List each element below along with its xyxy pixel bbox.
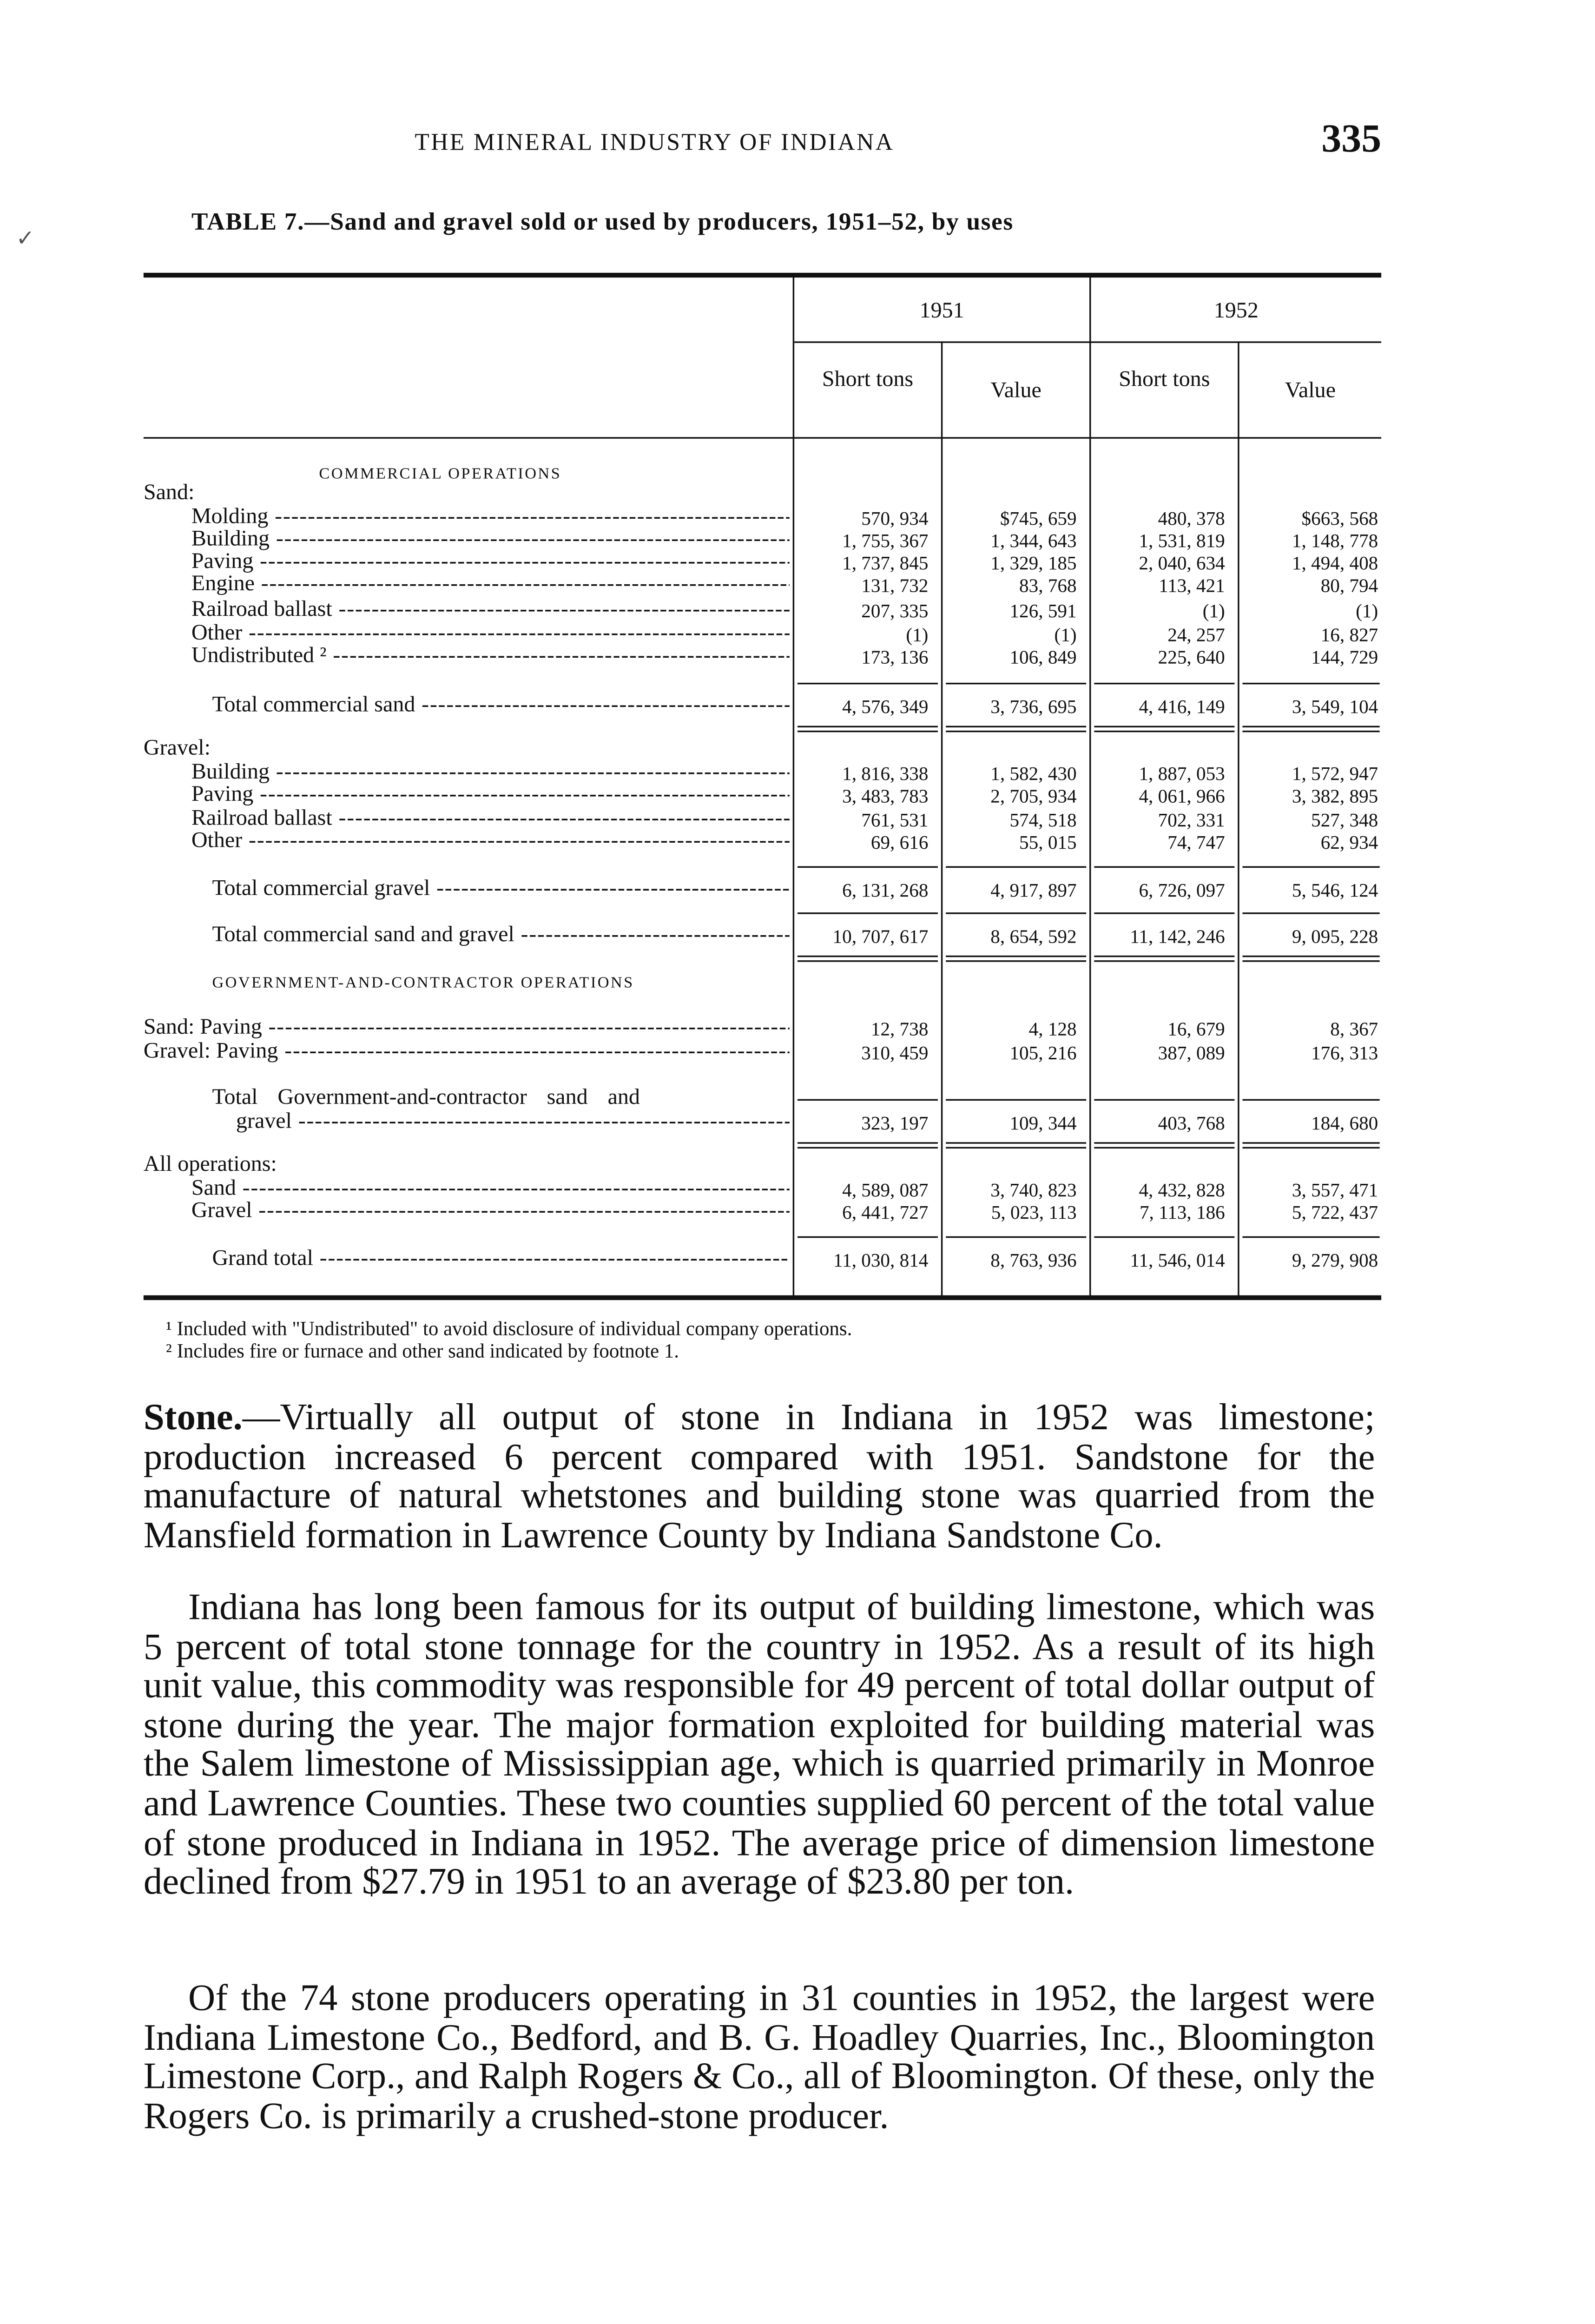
table-cell: 83, 768	[1019, 574, 1077, 597]
table-cell: 24, 257	[1167, 623, 1225, 646]
column-header-short-tons: Short tons	[1119, 368, 1210, 393]
table-cell: 131, 732	[861, 574, 929, 597]
table-cell: 1, 737, 845	[842, 552, 929, 574]
total-double-rule	[1243, 1142, 1380, 1149]
table-cell: 4, 128	[1028, 1017, 1077, 1040]
total-rule	[1094, 1099, 1234, 1101]
table-cell: 12, 738	[870, 1017, 929, 1040]
table-cell: 1, 494, 408	[1292, 552, 1378, 574]
total-rule	[1243, 1099, 1380, 1101]
table-cell: 3, 557, 471	[1292, 1179, 1378, 1202]
table-cell: 6, 441, 727	[842, 1201, 929, 1224]
table-cell: 3, 736, 695	[990, 695, 1077, 718]
table-cell: 2, 705, 934	[990, 785, 1077, 807]
table-cell: 69, 616	[870, 831, 929, 854]
total-rule	[946, 866, 1086, 868]
table-cell: 8, 654, 592	[990, 925, 1077, 948]
total-rule	[1094, 683, 1234, 684]
row-label: Sand: Paving -----	[144, 1018, 790, 1040]
total-row-label-continued: gravel -----	[236, 1112, 790, 1134]
total-rule	[1243, 912, 1380, 914]
table-cell: 207, 335	[861, 600, 929, 622]
header-bottom-rule	[144, 437, 1381, 438]
table-cell: 4, 917, 897	[990, 879, 1077, 902]
table-cell: 225, 640	[1158, 646, 1225, 669]
total-rule	[946, 912, 1086, 914]
table-cell: 80, 794	[1320, 574, 1378, 597]
table-cell: 2, 040, 634	[1139, 552, 1225, 574]
table-cell: 4, 432, 828	[1139, 1179, 1225, 1202]
table-cell: (1)	[1054, 623, 1077, 646]
table-cell: 1, 816, 338	[842, 762, 929, 785]
table-cell: 9, 279, 908	[1292, 1249, 1378, 1272]
table-cell: 106, 849	[1009, 646, 1077, 669]
table-cell: 62, 934	[1320, 831, 1378, 854]
table-cell: 11, 142, 246	[1130, 925, 1225, 948]
table-cell: 16, 827	[1320, 623, 1378, 646]
section-heading-stone: Stone.	[143, 1397, 243, 1439]
table-cell: 113, 421	[1159, 574, 1225, 597]
total-double-rule	[1094, 726, 1234, 733]
running-head: THE MINERAL INDUSTRY OF INDIANA	[415, 131, 895, 157]
total-double-rule	[798, 956, 938, 962]
paragraph-text: —Virtually all output of stone in Indiana in 1952 was limestone; production increased 6 percent compared with 1951. Sandstone for the manufacture of natural whetstones and building stone was quarried from the Mansfield formation in Lawrence County by Indiana Sandstone Co.	[143, 1397, 1375, 1557]
table-cell: 105, 216	[1009, 1042, 1077, 1064]
column-header-value: Value	[1285, 379, 1336, 404]
table-cell: 176, 313	[1311, 1042, 1378, 1064]
table-cell: 574, 518	[1009, 809, 1077, 832]
group-heading-sand: Sand:	[143, 482, 195, 506]
total-rule	[798, 912, 938, 914]
grand-total-label: Grand total -----	[212, 1249, 789, 1271]
total-rule	[798, 866, 938, 868]
row-label: Engine -----	[191, 574, 790, 597]
year-header-1951: 1951	[919, 300, 964, 324]
row-label: Paving -----	[191, 785, 790, 807]
table-cell: 173, 136	[861, 646, 929, 669]
table-cell: 3, 740, 823	[990, 1179, 1077, 1202]
table-cell: 387, 089	[1158, 1042, 1225, 1064]
margin-check-mark: ✓	[16, 228, 35, 252]
row-label: Molding -----	[191, 507, 790, 529]
table-bottom-rule	[144, 1295, 1381, 1300]
table-cell: $745, 659	[1000, 507, 1077, 530]
paragraph-stone	[144, 1399, 1375, 1556]
table-cell: 310, 459	[861, 1042, 929, 1064]
total-row-label: Total Government-and-contractor sand and	[212, 1086, 640, 1110]
table-cell: 3, 483, 783	[842, 785, 929, 807]
paragraph-stone-producers: Of the 74 stone producers operating in 31 counties in 1952, the largest were Indiana Limestone Co., Bedford, and B. G. Hoadley Quarries, Inc., Bloomington Limestone Corp., and Ralph Rogers & Co., all of Bloomington. Of these, only the Rogers Co. is primarily a crushed-stone producer.	[143, 1978, 1375, 2138]
table-cell: 1, 344, 643	[990, 529, 1077, 552]
table-cell: 1, 572, 947	[1292, 762, 1378, 785]
table-cell: 5, 546, 124	[1292, 879, 1378, 902]
total-rule	[1094, 866, 1234, 868]
table-cell: 9, 095, 228	[1292, 925, 1378, 948]
row-label: Gravel: Paving -----	[144, 1042, 790, 1064]
total-rule	[1094, 912, 1234, 914]
total-double-rule	[798, 1142, 938, 1149]
table-cell: 527, 348	[1311, 809, 1378, 832]
total-rule	[1243, 1236, 1380, 1238]
table-cell: 4, 416, 149	[1139, 695, 1225, 718]
table-cell: 144, 729	[1311, 646, 1378, 669]
total-double-rule	[946, 956, 1086, 962]
table-cell: 1, 148, 778	[1292, 529, 1378, 552]
section-heading-commercial: COMMERCIAL OPERATIONS	[319, 466, 562, 483]
table-cell: 480, 378	[1158, 507, 1225, 530]
table-cell: 8, 763, 936	[990, 1249, 1077, 1272]
table-top-rule	[144, 273, 1381, 277]
table-cell: 7, 113, 186	[1139, 1201, 1225, 1224]
table-cell: 1, 531, 819	[1139, 529, 1225, 552]
table-cell: 1, 329, 185	[990, 552, 1077, 574]
total-rule	[1243, 683, 1380, 684]
table-cell: 8, 367	[1330, 1017, 1378, 1040]
total-double-rule	[1243, 956, 1380, 962]
year-header-1952: 1952	[1213, 300, 1259, 324]
row-label: Other -----	[191, 831, 790, 853]
row-label: Undistributed ² -----	[191, 646, 790, 668]
table-cell: 16, 679	[1167, 1017, 1225, 1040]
table-cell: 1, 887, 053	[1139, 762, 1225, 785]
table-cell: 3, 382, 895	[1292, 785, 1378, 807]
table-cell: 74, 747	[1167, 831, 1225, 854]
column-header-value: Value	[990, 379, 1041, 404]
total-double-rule	[946, 1142, 1086, 1149]
table-cell: 6, 131, 268	[842, 879, 929, 902]
table-cell: 5, 722, 437	[1292, 1201, 1378, 1224]
total-rule	[798, 1099, 938, 1101]
table-cell: 1, 582, 430	[990, 762, 1077, 785]
table-cell: 11, 546, 014	[1130, 1249, 1225, 1272]
total-row-label: Total commercial sand -----	[212, 695, 789, 718]
total-double-rule	[1094, 1142, 1234, 1149]
table-cell: 6, 726, 097	[1139, 879, 1225, 902]
table-cell: 4, 061, 966	[1139, 785, 1225, 807]
row-label: Other -----	[191, 624, 790, 646]
total-double-rule	[798, 726, 938, 733]
page-number: 335	[1321, 118, 1382, 161]
total-rule	[946, 1099, 1086, 1101]
footnote: ¹ Included with "Undistributed" to avoid disclosure of individual company operations.	[165, 1317, 852, 1340]
table-cell: (1)	[1202, 600, 1225, 622]
table-cell: 184, 680	[1311, 1112, 1378, 1135]
paragraph-building-limestone: Indiana has long been famous for its output of building limestone, which was 5 percent of total stone tonnage for the country in 1952. As a result of its high unit value, this commodity was responsible for 49 percent of total dollar output of stone during the year. The major formation exploited for building material was the Salem limestone of Mississippian age, which is quarried primarily in Monroe and Lawrence Counties. These two counties supplied 60 percent of the total value of stone produced in Indiana in 1952. The average price of dimension limestone declined from $27.79 in 1951 to an average of $23.80 per ton.	[143, 1587, 1375, 1903]
table-cell: $663, 568	[1301, 507, 1378, 530]
table-cell: 570, 934	[861, 507, 929, 530]
table-cell: 3, 549, 104	[1292, 695, 1378, 718]
table-cell: 11, 030, 814	[833, 1249, 929, 1272]
total-double-rule	[1094, 956, 1234, 962]
table-cell: 109, 344	[1009, 1112, 1077, 1135]
table-cell: 5, 023, 113	[991, 1201, 1077, 1224]
table-cell: 702, 331	[1158, 809, 1225, 832]
table-cell: (1)	[1356, 600, 1378, 622]
table-cell: 55, 015	[1019, 831, 1077, 854]
total-row-label: Total commercial gravel -----	[212, 879, 789, 901]
table-cell: 4, 589, 087	[842, 1179, 929, 1202]
table-cell: 4, 576, 349	[842, 695, 929, 718]
row-label: Railroad ballast -----	[191, 600, 790, 622]
row-label: Sand -----	[191, 1179, 790, 1201]
row-label: Building -----	[191, 762, 790, 785]
table-cell: 126, 591	[1009, 600, 1077, 622]
total-rule	[1094, 1236, 1234, 1238]
year-header-rule	[794, 341, 1381, 343]
total-rule	[1243, 866, 1380, 868]
total-rule	[946, 683, 1086, 684]
table-cell: 1, 755, 367	[842, 529, 929, 552]
table-cell: 761, 531	[861, 809, 929, 832]
table-cell: 403, 768	[1158, 1112, 1225, 1135]
total-double-rule	[1243, 726, 1380, 733]
section-heading-government: GOVERNMENT-AND-CONTRACTOR OPERATIONS	[212, 974, 634, 992]
row-label: Building -----	[191, 529, 790, 552]
total-rule	[798, 1236, 938, 1238]
table-cell: (1)	[906, 623, 929, 646]
table-title: TABLE 7.—Sand and gravel sold or used by producers, 1951–52, by uses	[191, 209, 1014, 236]
group-heading-all-operations: All operations:	[143, 1153, 277, 1177]
total-rule	[946, 1236, 1086, 1238]
total-row-label: Total commercial sand and gravel -----	[212, 925, 789, 948]
total-double-rule	[946, 726, 1086, 733]
total-rule	[798, 683, 938, 684]
table-cell: 323, 197	[861, 1112, 929, 1135]
table-cell: 10, 707, 617	[832, 925, 929, 948]
footnote: ² Includes fire or furnace and other sand indicated by footnote 1.	[165, 1340, 679, 1362]
row-label: Paving -----	[191, 552, 790, 574]
row-label: Gravel -----	[191, 1201, 790, 1223]
group-heading-gravel: Gravel:	[143, 737, 211, 761]
column-header-short-tons: Short tons	[822, 368, 914, 393]
row-label: Railroad ballast -----	[191, 809, 790, 831]
